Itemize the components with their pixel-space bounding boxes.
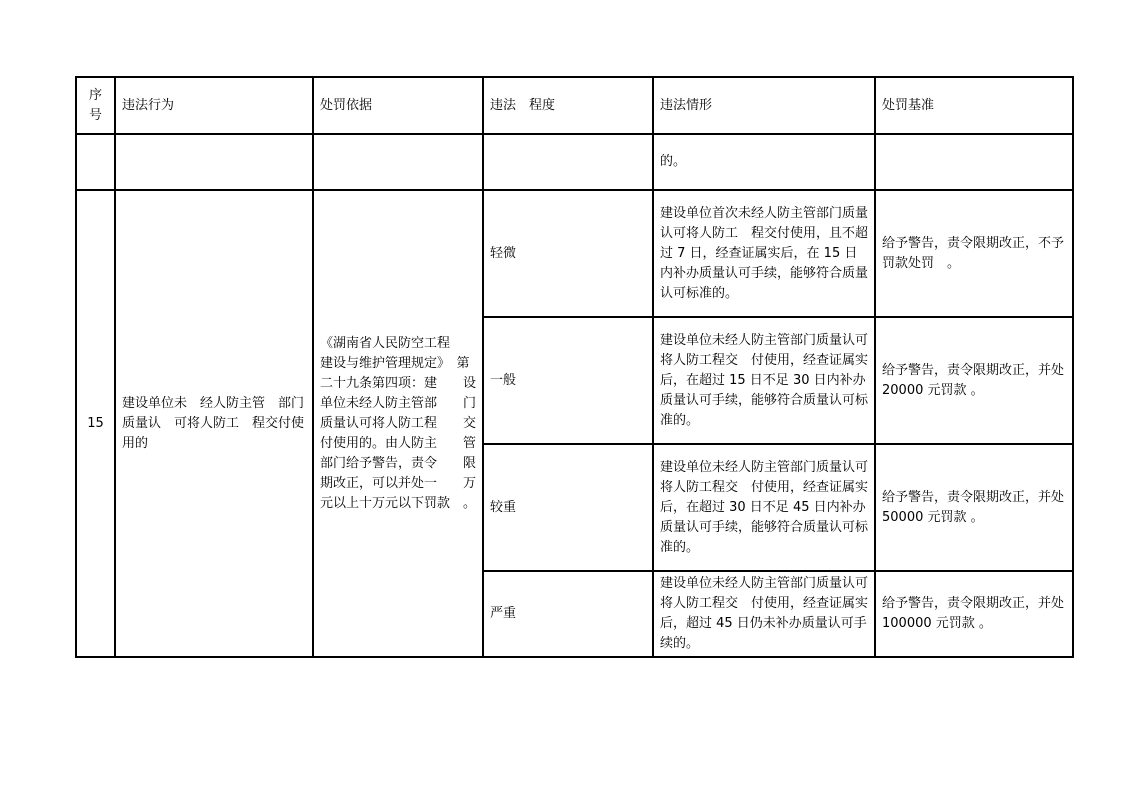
level-degree: 严重 (483, 571, 653, 657)
level-standard: 给予警告，责令限期改正，并处 50000 元罚款 。 (875, 444, 1073, 571)
continuation-standard-cell (875, 134, 1073, 190)
continuation-row (76, 134, 1073, 190)
level-standard: 给予警告，责令限期改正，并处 20000 元罚款 。 (875, 317, 1073, 444)
level-circumstance: 建设单位未经人防主管部门质量认可将人防工程交 付使用，经查证属实后，在超过 30 日不足 45 日内补办质量认可手续，能够符合质量认可标准的。 (653, 444, 875, 571)
header-index: 序 号 (76, 77, 115, 134)
level-standard: 给予警告，责令限期改正，不予罚款处罚 。 (875, 190, 1073, 317)
continuation-degree-cell (483, 134, 653, 190)
item-index: 15 (76, 190, 115, 657)
header-standard: 处罚基准 (875, 77, 1073, 134)
continuation-basis-cell (313, 134, 483, 190)
level-degree: 一般 (483, 317, 653, 444)
continuation-circumstance-cell: 的。 (653, 134, 875, 190)
level-degree: 较重 (483, 444, 653, 571)
header-behavior: 违法行为 (115, 77, 313, 134)
continuation-index-cell (76, 134, 115, 190)
item-basis: 《湖南省人民防空工程 建设与维护管理规定》 第二十九条第四项：建 设单位未经人防主管部 门质量认可将人防工程 交付使用的。由人防主 管部门给予警告，责令 限期改正，可以并处一 万元以上十万元以下罚款 。 (313, 190, 483, 657)
penalty-standards-table (75, 76, 1074, 658)
header-row (76, 77, 1073, 134)
level-circumstance: 建设单位首次未经人防主管部门质量认可将人防工 程交付使用，且不超过 7 日，经查证属实后，在 15 日内补办质量认可手续，能够符合质量认可标准的。 (653, 190, 875, 317)
level-circumstance: 建设单位未经人防主管部门质量认可将人防工程交 付使用，经查证属实后，超过 45 日仍未补办质量认可手续的。 (653, 571, 875, 657)
header-degree: 违法 程度 (483, 77, 653, 134)
table-row (76, 190, 1073, 317)
level-circumstance: 建设单位未经人防主管部门质量认可将人防工程交 付使用，经查证属实后，在超过 15 日不足 30 日内补办质量认可手续，能够符合质量认可标准的。 (653, 317, 875, 444)
continuation-behavior-cell (115, 134, 313, 190)
level-degree: 轻微 (483, 190, 653, 317)
header-circumstance: 违法情形 (653, 77, 875, 134)
header-basis: 处罚依据 (313, 77, 483, 134)
item-behavior: 建设单位未 经人防主管 部门质量认 可将人防工 程交付使用的 (115, 190, 313, 657)
level-standard: 给予警告，责令限期改正，并处 100000 元罚款 。 (875, 571, 1073, 657)
